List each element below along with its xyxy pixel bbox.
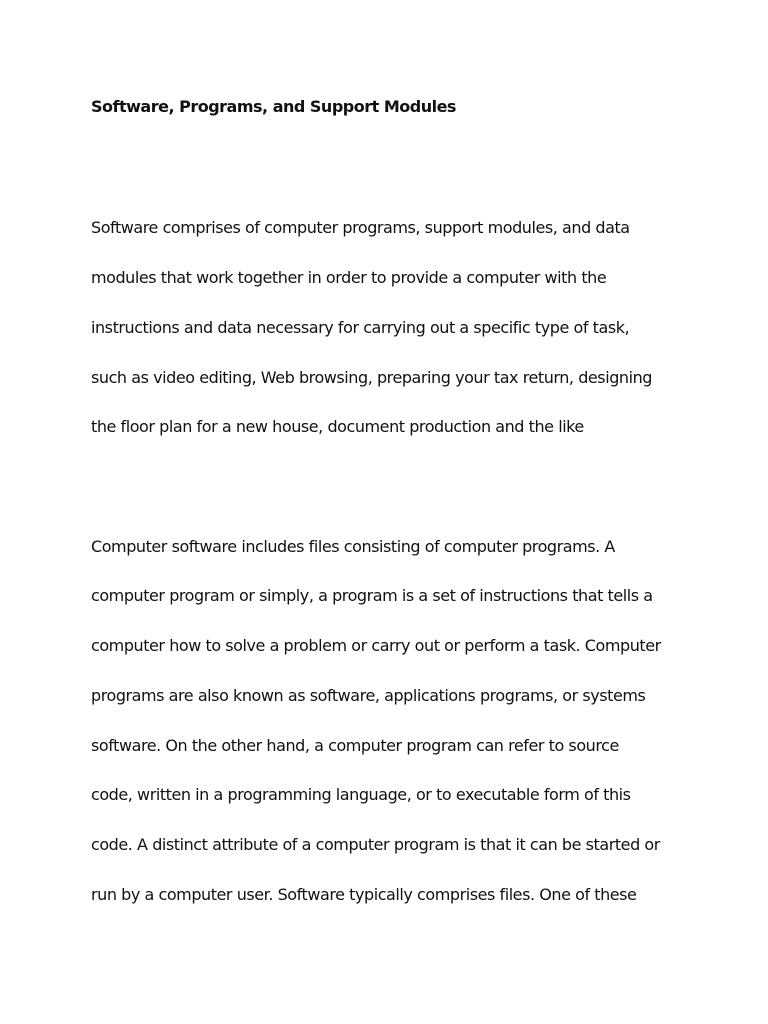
document-title: Software, Programs, and Support Modules — [91, 97, 456, 116]
paragraph-2-line-4: programs are also known as software, applications programs, or systems — [91, 686, 646, 705]
paragraph-2-line-7: code. A distinct attribute of a computer program is that it can be started or — [91, 835, 660, 854]
paragraph-1-line-2: modules that work together in order to provide a computer with the — [91, 268, 607, 287]
paragraph-2-line-5: software. On the other hand, a computer program can refer to source — [91, 736, 619, 755]
paragraph-2-line-8: run by a computer user. Software typically comprises files. One of these — [91, 885, 637, 904]
paragraph-2-line-6: code, written in a programming language, or to executable form of this — [91, 785, 631, 804]
paragraph-1-line-5: the floor plan for a new house, document production and the like — [91, 417, 584, 436]
paragraph-1-line-4: such as video editing, Web browsing, preparing your tax return, designing — [91, 368, 652, 387]
paragraph-1-line-1: Software comprises of computer programs, support modules, and data — [91, 218, 630, 237]
paragraph-2-line-2: computer program or simply, a program is a set of instructions that tells a — [91, 586, 653, 605]
paragraph-1-line-3: instructions and data necessary for carrying out a specific type of task, — [91, 318, 630, 337]
paragraph-2-line-1: Computer software includes files consisting of computer programs. A — [91, 537, 615, 556]
paragraph-2-line-3: computer how to solve a problem or carry out or perform a task. Computer — [91, 636, 661, 655]
